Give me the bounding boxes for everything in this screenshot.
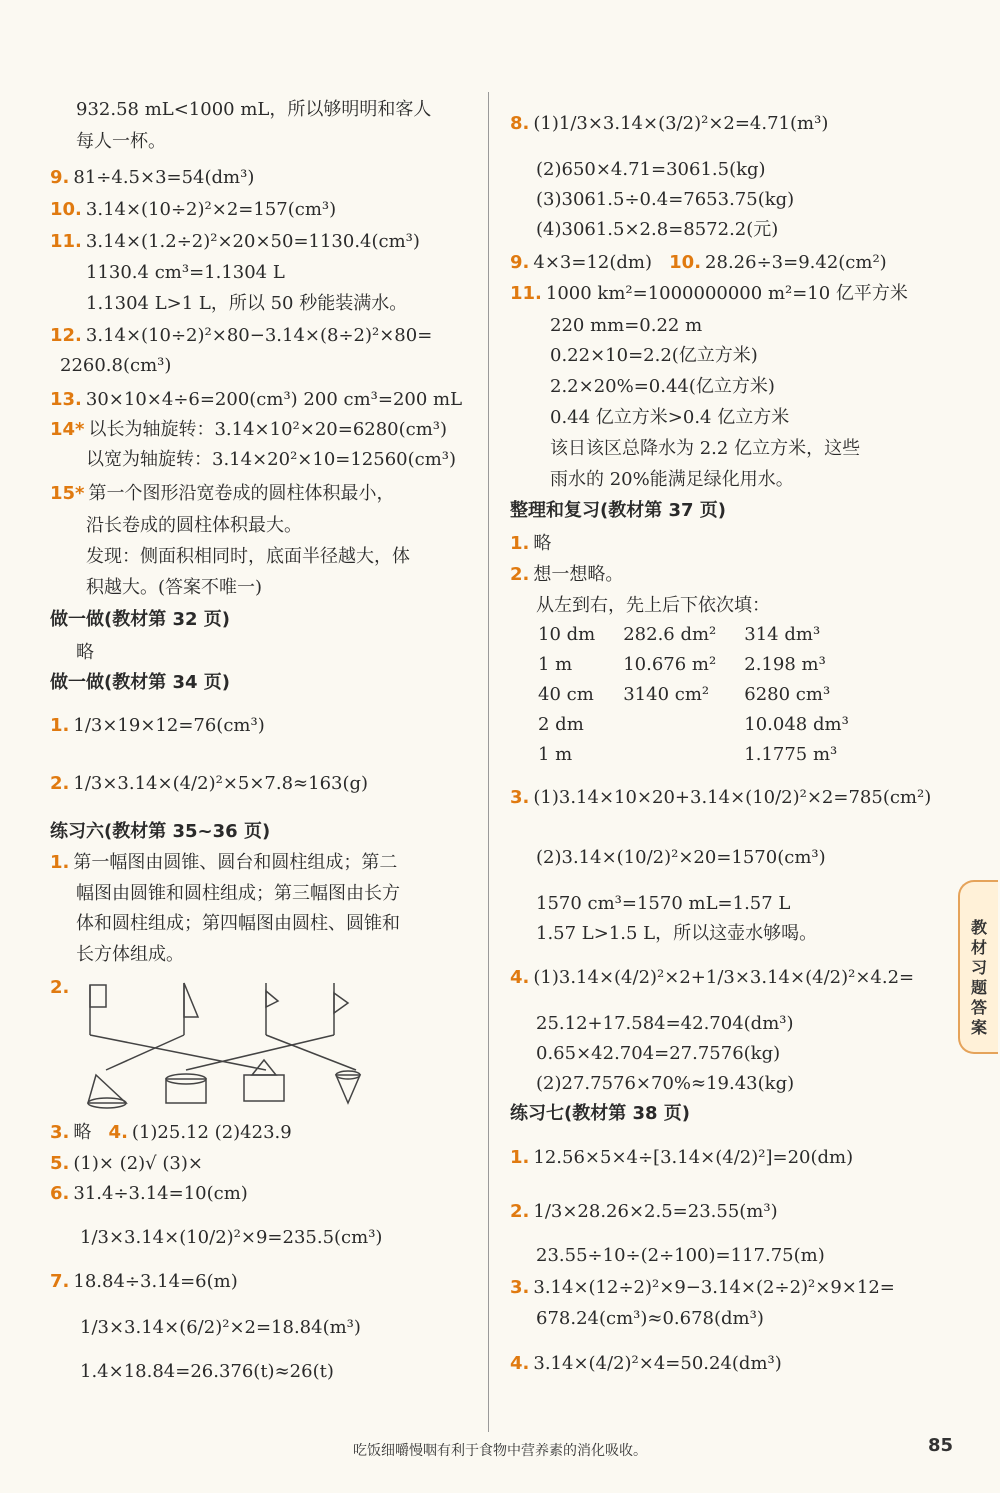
answer-10 (50, 197, 336, 223)
answer-1 (510, 531, 551, 557)
answer-text: 1/3×28.26×2.5=23.55(m³) (533, 1201, 778, 1222)
answer-9-10 (510, 250, 887, 276)
table-cell (623, 740, 744, 770)
answer-2 (510, 1199, 778, 1225)
answer-4 (510, 1351, 782, 1377)
item-number: 11. (510, 283, 542, 304)
answer-3 (510, 785, 931, 811)
answer-text: 3.14×(12÷2)²×9−3.14×(2÷2)²×9×12= (533, 1277, 895, 1298)
text-line: 23.55÷10÷(2÷100)=117.75(m) (536, 1245, 825, 1266)
table-cell (623, 710, 744, 740)
answer-text: 4×3=12(dm) (533, 252, 652, 273)
table-cell: 40 cm (538, 684, 594, 705)
item-number: 1. (50, 715, 70, 736)
text-line: 0.65×42.704=27.7576(kg) (536, 1043, 781, 1064)
answer-text: 第一个图形沿宽卷成的圆柱体积最小， (88, 483, 395, 504)
text-line: 1.57 L>1.5 L，所以这壶水够喝。 (536, 923, 818, 944)
answer-table (538, 620, 877, 770)
section-heading: 练习七(教材第 38 页) (510, 1103, 691, 1124)
text-line: 幅图由圆锥和圆柱组成；第三幅图由长方 (76, 883, 400, 904)
answer-text: 1000 km²=1000000000 m²=10 亿平方米 (545, 283, 908, 304)
section-heading: 练习六(教材第 35~36 页) (50, 821, 271, 842)
text-line: 以宽为轴旋转：3.14×20²×10=12560(cm³) (86, 449, 457, 470)
answer-7 (50, 1269, 238, 1295)
answer-text: 3.14×(10÷2)²×80−3.14×(8÷2)²×80= (85, 325, 433, 346)
answer-1 (50, 713, 265, 739)
item-number: 3. (510, 787, 530, 808)
answer-8 (510, 111, 828, 137)
item-number: 6. (50, 1183, 70, 1204)
text-line: 2.2×20%=0.44(亿立方米) (550, 376, 775, 397)
answer-6 (50, 1181, 248, 1207)
table-row (538, 740, 877, 770)
item-number: 1. (50, 852, 70, 873)
table-cell: 1 m (538, 654, 573, 675)
item-number: 2. (510, 1201, 530, 1222)
table-cell: 2 dm (538, 714, 584, 735)
answer-text: 30×10×4÷6=200(cm³) 200 cm³=200 mL (85, 389, 463, 410)
answer-text: (1)3.14×(4/2)²×2+1/3×3.14×(4/2)²×4.2= (533, 967, 915, 988)
answer-11 (50, 229, 420, 255)
answer-text: 略 (533, 533, 552, 554)
item-number: 13. (50, 389, 82, 410)
text-line: 长方体组成。 (76, 944, 184, 965)
text-line: 932.58 mL<1000 mL，所以够明明和客人 (76, 99, 432, 120)
item-number: 2. (510, 564, 530, 585)
item-number: 14* (50, 419, 85, 440)
answer-text: 28.26÷3=9.42(cm²) (705, 252, 887, 273)
text-line: 0.44 亿立方米>0.4 亿立方米 (550, 407, 790, 428)
table-cell: 314 dm³ (744, 624, 821, 645)
text-line: (2)650×4.71=3061.5(kg) (536, 159, 766, 180)
item-number: 9. (50, 167, 70, 188)
footer-tip: 吃饭细嚼慢咽有利于食物中营养素的消化吸收。 (353, 1443, 647, 1459)
answer-1 (50, 850, 397, 876)
text-line: 0.22×10=2.2(亿立方米) (550, 345, 758, 366)
answer-4 (510, 965, 914, 991)
text-line: 2260.8(cm³) (60, 355, 172, 376)
section-heading: 整理和复习(教材第 37 页) (510, 500, 727, 521)
text-line: 从左到右，先上后下依次填： (536, 595, 770, 616)
page-number: 85 (928, 1435, 954, 1456)
text-line: 该日该区总降水为 2.2 亿立方米，这些 (550, 438, 861, 459)
answer-13 (50, 387, 462, 413)
text-line: 雨水的 20%能满足绿化用水。 (550, 469, 794, 490)
item-number: 4. (510, 967, 530, 988)
answer-text: 1/3×19×12=76(cm³) (73, 715, 265, 736)
text-line: 发现：侧面积相同时，底面半径越大，体 (86, 546, 410, 567)
item-number: 8. (510, 113, 530, 134)
answer-text: 1/3×3.14×(4/2)²×5×7.8≈163(g) (73, 773, 369, 794)
text-line: 1/3×3.14×(10/2)²×9=235.5(cm³) (80, 1227, 383, 1248)
text-line: 1570 cm³=1570 mL=1.57 L (536, 893, 791, 914)
text-line: 1.4×18.84=26.376(t)≈26(t) (80, 1361, 334, 1382)
answer-2 (510, 562, 623, 588)
item-number: 2. (50, 977, 70, 998)
answer-3-4 (50, 1120, 292, 1146)
table-row (538, 710, 877, 740)
text-line: 220 mm=0.22 m (550, 315, 703, 336)
answer-text: 第一幅图由圆锥、圆台和圆柱组成；第二 (73, 852, 398, 873)
item-number: 15* (50, 483, 85, 504)
table-cell: 282.6 dm² (623, 624, 717, 645)
item-number: 1. (510, 533, 530, 554)
answer-14 (50, 417, 447, 443)
answer-text: (1)25.12 (2)423.9 (131, 1122, 292, 1143)
text-line: 积越大。(答案不唯一) (86, 577, 263, 598)
answer-text: 3.14×(1.2÷2)²×20×50=1130.4(cm³) (85, 231, 420, 252)
item-number: 10. (50, 199, 82, 220)
text-line: 1130.4 cm³=1.1304 L (86, 262, 285, 283)
item-number: 3. (510, 1277, 530, 1298)
side-tab[interactable] (958, 880, 998, 1054)
table-cell: 1 m (538, 744, 573, 765)
column-divider (488, 92, 489, 1432)
text-line: (2)27.7576×70%≈19.43(kg) (536, 1073, 795, 1094)
item-number: 4. (108, 1122, 128, 1143)
answer-text: 略 (73, 1122, 92, 1143)
answer-text: 12.56×5×4÷[3.14×(4/2)²]=20(dm) (533, 1147, 854, 1168)
side-tab-label: 教材习题答案 (970, 918, 987, 1037)
table-cell: 10.048 dm³ (744, 714, 849, 735)
table-cell: 3140 cm² (623, 684, 710, 705)
item-number: 1. (510, 1147, 530, 1168)
text-line: (2)3.14×(10/2)²×20=1570(cm³) (536, 847, 826, 868)
table-row (538, 650, 877, 680)
text-line: (3)3061.5÷0.4=7653.75(kg) (536, 189, 795, 210)
text-line: 略 (76, 642, 94, 663)
answer-9 (50, 165, 254, 191)
item-number: 3. (50, 1122, 70, 1143)
text-line: 1/3×3.14×(6/2)²×2=18.84(m³) (80, 1317, 361, 1338)
text-line: (4)3061.5×2.8=8572.2(元) (536, 219, 779, 240)
text-line: 每人一杯。 (76, 131, 166, 152)
matching-diagram (76, 975, 466, 1115)
item-number: 4. (510, 1353, 530, 1374)
section-heading: 做一做(教材第 34 页) (50, 672, 231, 693)
item-number: 12. (50, 325, 82, 346)
item-number: 11. (50, 231, 82, 252)
item-number: 10. (669, 252, 702, 273)
answer-text: 3.14×(10÷2)²×2=157(cm³) (85, 199, 337, 220)
answer-text: 3.14×(4/2)²×4=50.24(dm³) (533, 1353, 782, 1374)
answer-2-label (50, 975, 73, 1001)
answer-11 (510, 281, 908, 307)
item-number: 2. (50, 773, 70, 794)
table-cell: 1.1775 m³ (744, 744, 838, 765)
answer-text: (1)3.14×10×20+3.14×(10/2)²×2=785(cm²) (533, 787, 932, 808)
answer-2 (50, 771, 368, 797)
table-cell: 6280 cm³ (744, 684, 831, 705)
answer-text: 以长为轴旋转：3.14×10²×20=6280(cm³) (88, 419, 448, 440)
table-row (538, 620, 877, 650)
answer-15 (50, 481, 394, 507)
text-line: 678.24(cm³)≈0.678(dm³) (536, 1308, 764, 1329)
item-number: 7. (50, 1271, 70, 1292)
text-line: 1.1304 L>1 L，所以 50 秒能装满水。 (86, 293, 408, 314)
table-row (538, 680, 877, 710)
answer-text: 81÷4.5×3=54(dm³) (73, 167, 255, 188)
table-cell: 2.198 m³ (744, 654, 826, 675)
answer-3 (510, 1275, 895, 1301)
item-number: 5. (50, 1153, 70, 1174)
answer-text: 31.4÷3.14=10(cm) (73, 1183, 248, 1204)
item-number: 9. (510, 252, 530, 273)
answer-5 (50, 1151, 203, 1177)
answer-1 (510, 1145, 853, 1171)
table-cell: 10.676 m² (623, 654, 717, 675)
answer-text: (1)× (2)√ (3)× (73, 1153, 203, 1174)
text-line: 25.12+17.584=42.704(dm³) (536, 1013, 794, 1034)
answer-text: (1)1/3×3.14×(3/2)²×2=4.71(m³) (533, 113, 829, 134)
answer-12 (50, 323, 432, 349)
section-heading: 做一做(教材第 32 页) (50, 609, 231, 630)
answer-text: 18.84÷3.14=6(m) (73, 1271, 238, 1292)
answer-text: 想一想略。 (533, 564, 624, 585)
text-line: 沿长卷成的圆柱体积最大。 (86, 515, 302, 536)
text-line: 体和圆柱组成；第四幅图由圆柱、圆锥和 (76, 913, 400, 934)
table-cell: 10 dm (538, 624, 596, 645)
